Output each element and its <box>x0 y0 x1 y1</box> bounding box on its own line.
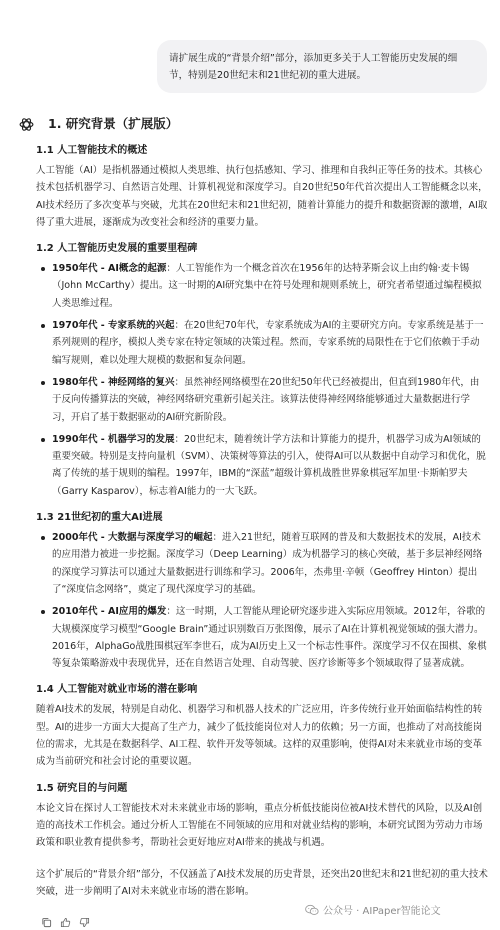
section-heading: 1.1 人工智能技术的概述 <box>36 145 148 156</box>
list-item <box>36 317 488 369</box>
response-content <box>36 108 488 900</box>
list-item-lead: 1970年代 - 专家系统的兴起 <box>52 320 175 332</box>
list-item-text: ：人工智能作为一个概念首次在1956年的达特茅斯会议上由约翰·麦卡锡（John McCarthy）提出。这一时期的AI研究集中在符号处理和规则系统上，研究者希望通过编程模拟人类思维过程。 <box>52 263 482 309</box>
list-item-text: ：虽然神经网络模型在20世纪50年代已经被提出，但直到1980年代，由于反向传播算法的突破，神经网络研究重新引起关注。该算法使得神经网络能够通过大量数据进行学习，开启了基于数据驱动的AI研究新阶段。 <box>52 376 480 423</box>
list-item <box>36 603 488 672</box>
list-item-text: ：20世纪末，随着统计学方法和计算能力的提升，机器学习成为AI领域的重要突破。特别是支持向量机（SVM）、决策树等算法的引入，使得AI可以从数据中自动学习和优化，脱离了传统的基于规则的编程。1997年，IBM的“深蓝”超级计算机战胜世界象棋冠军加里·卡斯帕罗夫（Garry Kasparov），标志着AI能力的一大飞跃。 <box>52 433 486 497</box>
list-item-lead: 1980年代 - 神经网络的复兴 <box>52 376 175 388</box>
list-item <box>36 529 488 598</box>
list-item <box>36 431 488 500</box>
user-message-bubble <box>157 40 487 93</box>
copy-icon[interactable] <box>41 917 52 928</box>
section-heading: 1.5 研究目的与问题 <box>36 782 128 794</box>
user-message-text: 请扩展生成的“背景介绍”部分，添加更多关于人工智能历史发展的细节，特别是20世纪末和21世纪初的重大进展。 <box>169 53 458 81</box>
section-paragraph: 随着AI技术的发展，特别是自动化、机器学习和机器人技术的广泛应用，许多传统行业开始面临结构性的转型。AI的进步一方面大大提高了生产力，减少了低技能岗位对人力的依赖；另一方面，也推动了对高技能岗位的需求，尤其是在数据科学、AI工程、软件开发等领域。这样的双重影响，使得AI对未来就业市场的变革成为当前研究和社会讨论的重要议题。 <box>36 704 483 768</box>
list-item <box>36 374 488 426</box>
section-paragraph: 人工智能（AI）是指机器通过模拟人类思维、执行包括感知、学习、推理和自我纠正等任务的技术。其核心技术包括机器学习、自然语言处理、计算机视觉和深度学习。自20世纪50年代首次提出人工智能概念以来，AI技术经历了多次变革与突破，尤其在20世纪末和21世纪初，随着计算能力的提升和数据资源的激增，AI取得了重大进展，逐渐成为改变社会和经济的重要力量。 <box>36 165 488 228</box>
list-item-text: ：进入21世纪，随着互联网的普及和大数据技术的发展，AI技术的应用潜力被进一步挖掘。深度学习（Deep Learning）成为机器学习的核心突破，基于多层神经网络的深度学习算法可以通过大量数据进行训练和学习。2006年，杰弗里·辛顿（Geoffrey Hinton）提出了“深度信念网络”，奠定了现代深度学习的基础。 <box>52 532 483 595</box>
section-heading: 1.3 21世纪初的重大AI进展 <box>36 512 163 524</box>
list-item-lead: 1950年代 - AI概念的起源 <box>52 263 167 275</box>
list-item-lead: 2010年代 - AI应用的爆发 <box>52 606 167 618</box>
list-item-text: ：这一时期，人工智能从理论研究逐步进入实际应用领域。2012年，谷歌的大规模深度学习模型“Google Brain”通过识别数百万张图像，展示了AI在计算机视觉领域的强大潜力。2016年，AlphaGo战胜围棋冠军李世石，成为AI历史上又一个标志性事件。深度学习不仅在围棋、象棋等复杂策略游戏中表现优异，还在自然语言处理、自动驾驶、医疗诊断等多个领域取得了显著成就。 <box>52 606 487 670</box>
watermark-text: 公众号 · AIPaper智能论文 <box>323 906 441 917</box>
closing-paragraph: 这个扩展后的“背景介绍”部分，不仅涵盖了AI技术发展的历史背景，还突出20世纪末和21世纪初的重大技术突破，进一步阐明了AI对未来就业市场的潜在影响。 <box>36 868 488 897</box>
response-title: 1. 研究背景（扩展版） <box>48 116 179 131</box>
watermark <box>305 902 441 917</box>
list-item-lead: 2000年代 - 大数据与深度学习的崛起 <box>52 532 213 544</box>
wechat-icon <box>305 904 319 916</box>
thumbs-down-icon[interactable] <box>79 917 90 928</box>
progress-list <box>36 529 488 672</box>
thumbs-up-icon[interactable] <box>60 917 71 928</box>
list-item-text: ：在20世纪70年代，专家系统成为AI的主要研究方向。专家系统是基于一系列规则的程序，模拟人类专家在特定领域的决策过程。然而，专家系统的局限性在于它们依赖于手动编写规则，难以处理大规模的数据和复杂问题。 <box>52 320 484 366</box>
section-paragraph: 本论文旨在探讨人工智能技术对未来就业市场的影响，重点分析低技能岗位被AI技术替代的风险，以及AI创造的高技术工作机会。通过分析人工智能在不同领域的应用和对就业结构的影响，本研究试图为劳动力市场政策和职业教育提供参考，帮助社会更好地应对AI带来的挑战与机遇。 <box>36 802 483 849</box>
message-actions <box>41 917 90 928</box>
section-heading: 1.4 人工智能对就业市场的潜在影响 <box>36 684 198 696</box>
list-item <box>36 260 488 312</box>
milestone-list <box>36 260 488 500</box>
openai-logo-icon <box>18 116 35 133</box>
list-item-lead: 1990年代 - 机器学习的发展 <box>52 433 175 445</box>
section-heading: 1.2 人工智能历史发展的重要里程碑 <box>36 243 198 255</box>
